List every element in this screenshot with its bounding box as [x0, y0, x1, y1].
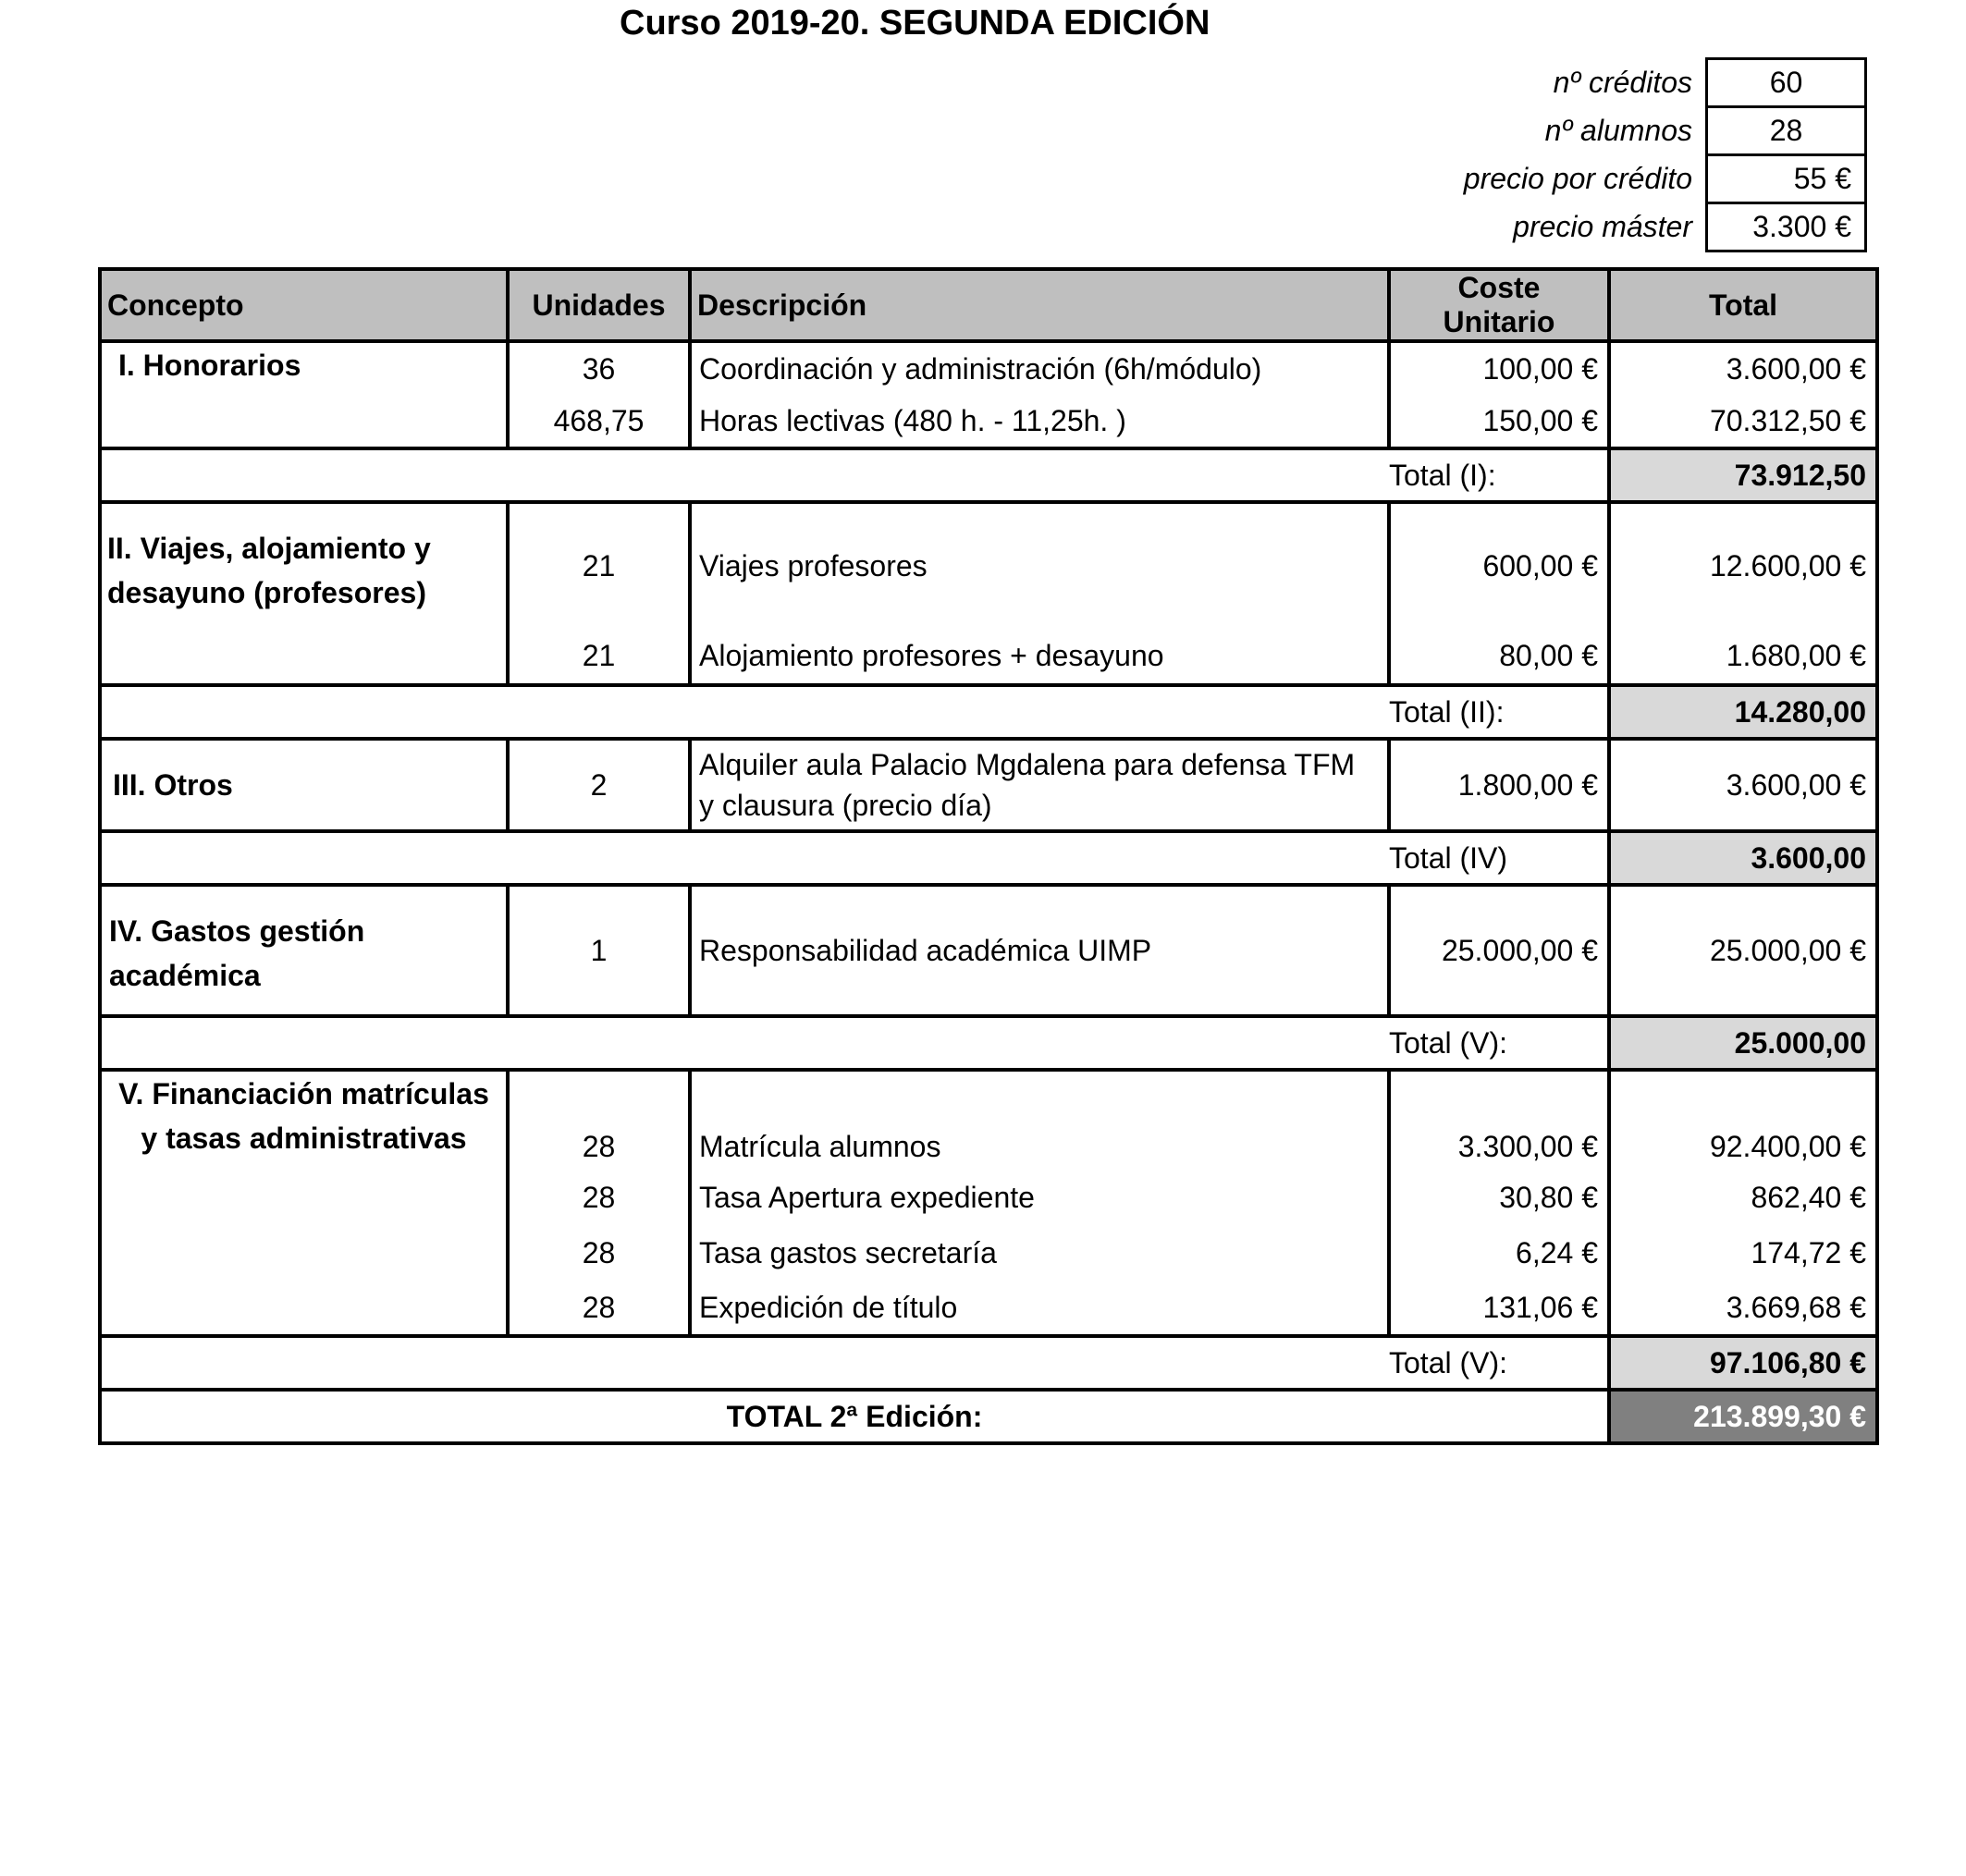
total-cell: 3.600,00 € [1609, 739, 1877, 831]
precio-master-label: precio máster [1513, 210, 1692, 243]
grand-total-row [100, 1390, 1877, 1443]
subtotal-value: 3.600,00 [1609, 831, 1877, 885]
units-cell: 2 [508, 739, 690, 831]
description-cell: Coordinación y administración (6h/módulo) [690, 341, 1389, 395]
description-cell: Alquiler aula Palacio Mgdalena para defensa TFM y clausura (precio día) [690, 739, 1389, 831]
unit-cost-cell: 3.300,00 € [1389, 1070, 1609, 1170]
units-cell: 28 [508, 1170, 690, 1225]
total-cell: 12.600,00 € [1609, 502, 1877, 628]
alumnos-value: 28 [1707, 107, 1866, 155]
unit-cost-cell: 100,00 € [1389, 341, 1609, 395]
header-descripcion: Descripción [690, 269, 1389, 341]
subtotal-value: 73.912,50 [1609, 448, 1877, 502]
units-cell: 28 [508, 1281, 690, 1336]
precio-credito-label: precio por crédito [1463, 162, 1692, 195]
creditos-label: nº créditos [1553, 66, 1692, 99]
units-cell: 28 [508, 1070, 690, 1170]
total-cell: 25.000,00 € [1609, 885, 1877, 1016]
unit-cost-cell: 25.000,00 € [1389, 885, 1609, 1016]
alumnos-label: nº alumnos [1544, 114, 1692, 147]
description-cell: Viajes profesores [690, 502, 1389, 628]
units-cell: 21 [508, 628, 690, 685]
header-coste: Coste Unitario [1389, 269, 1609, 341]
concept-otros: III. Otros [100, 739, 508, 831]
description-cell: Tasa Apertura expediente [690, 1170, 1389, 1225]
subtotal-label: Total (V): [1389, 1336, 1609, 1390]
grand-total-value: 213.899,30 € [1609, 1390, 1877, 1443]
subtotal-row [100, 1016, 1877, 1070]
total-cell: 1.680,00 € [1609, 628, 1877, 685]
units-cell: 468,75 [508, 395, 690, 448]
grand-total-label: TOTAL 2ª Edición: [100, 1390, 1609, 1443]
concept-viajes: II. Viajes, alojamiento y desayuno (profesores) [100, 502, 508, 685]
unit-cost-cell: 600,00 € [1389, 502, 1609, 628]
total-cell: 70.312,50 € [1609, 395, 1877, 448]
table-row [100, 1070, 1877, 1170]
units-cell: 36 [508, 341, 690, 395]
subtotal-value: 25.000,00 [1609, 1016, 1877, 1070]
total-cell: 862,40 € [1609, 1170, 1877, 1225]
description-cell: Expedición de título [690, 1281, 1389, 1336]
subtotal-label: Total (I): [1389, 448, 1609, 502]
subtotal-label: Total (IV) [1389, 831, 1609, 885]
subtotal-label: Total (V): [1389, 1016, 1609, 1070]
header-total: Total [1609, 269, 1877, 341]
header-unidades: Unidades [508, 269, 690, 341]
table-row [100, 341, 1877, 395]
concept-honorarios: I. Honorarios [100, 341, 508, 448]
header-row [100, 269, 1877, 341]
description-cell: Responsabilidad académica UIMP [690, 885, 1389, 1016]
precio-credito-value: 55 € [1707, 155, 1866, 203]
header-concepto: Concepto [100, 269, 508, 341]
unit-cost-cell: 150,00 € [1389, 395, 1609, 448]
total-cell: 174,72 € [1609, 1225, 1877, 1281]
page-title: Curso 2019-20. SEGUNDA EDICIÓN [620, 4, 1210, 43]
unit-cost-cell: 1.800,00 € [1389, 739, 1609, 831]
subtotal-label: Total (II): [1389, 685, 1609, 739]
total-cell: 3.600,00 € [1609, 341, 1877, 395]
table-row [100, 885, 1877, 1016]
subtotal-row [100, 831, 1877, 885]
precio-master-value: 3.300 € [1707, 203, 1866, 251]
concept-gastos-gestion: IV. Gastos gestión académica [100, 885, 508, 1016]
unit-cost-cell: 131,06 € [1389, 1281, 1609, 1336]
description-cell: Matrícula alumnos [690, 1070, 1389, 1170]
concept-financiacion: V. Financiación matrículas y tasas administrativas [100, 1070, 508, 1336]
budget-table [98, 267, 1879, 1445]
subtotal-row [100, 685, 1877, 739]
parameters-table [1415, 57, 1867, 252]
description-cell: Alojamiento profesores + desayuno [690, 628, 1389, 685]
unit-cost-cell: 6,24 € [1389, 1225, 1609, 1281]
table-row [100, 739, 1877, 831]
units-cell: 21 [508, 502, 690, 628]
total-cell: 92.400,00 € [1609, 1070, 1877, 1170]
description-cell: Tasa gastos secretaría [690, 1225, 1389, 1281]
description-cell: Horas lectivas (480 h. - 11,25h. ) [690, 395, 1389, 448]
subtotal-row [100, 1336, 1877, 1390]
creditos-value: 60 [1707, 59, 1866, 107]
units-cell: 1 [508, 885, 690, 1016]
table-row [100, 502, 1877, 628]
unit-cost-cell: 30,80 € [1389, 1170, 1609, 1225]
subtotal-value: 14.280,00 [1609, 685, 1877, 739]
subtotal-value: 97.106,80 € [1609, 1336, 1877, 1390]
units-cell: 28 [508, 1225, 690, 1281]
total-cell: 3.669,68 € [1609, 1281, 1877, 1336]
unit-cost-cell: 80,00 € [1389, 628, 1609, 685]
subtotal-row [100, 448, 1877, 502]
